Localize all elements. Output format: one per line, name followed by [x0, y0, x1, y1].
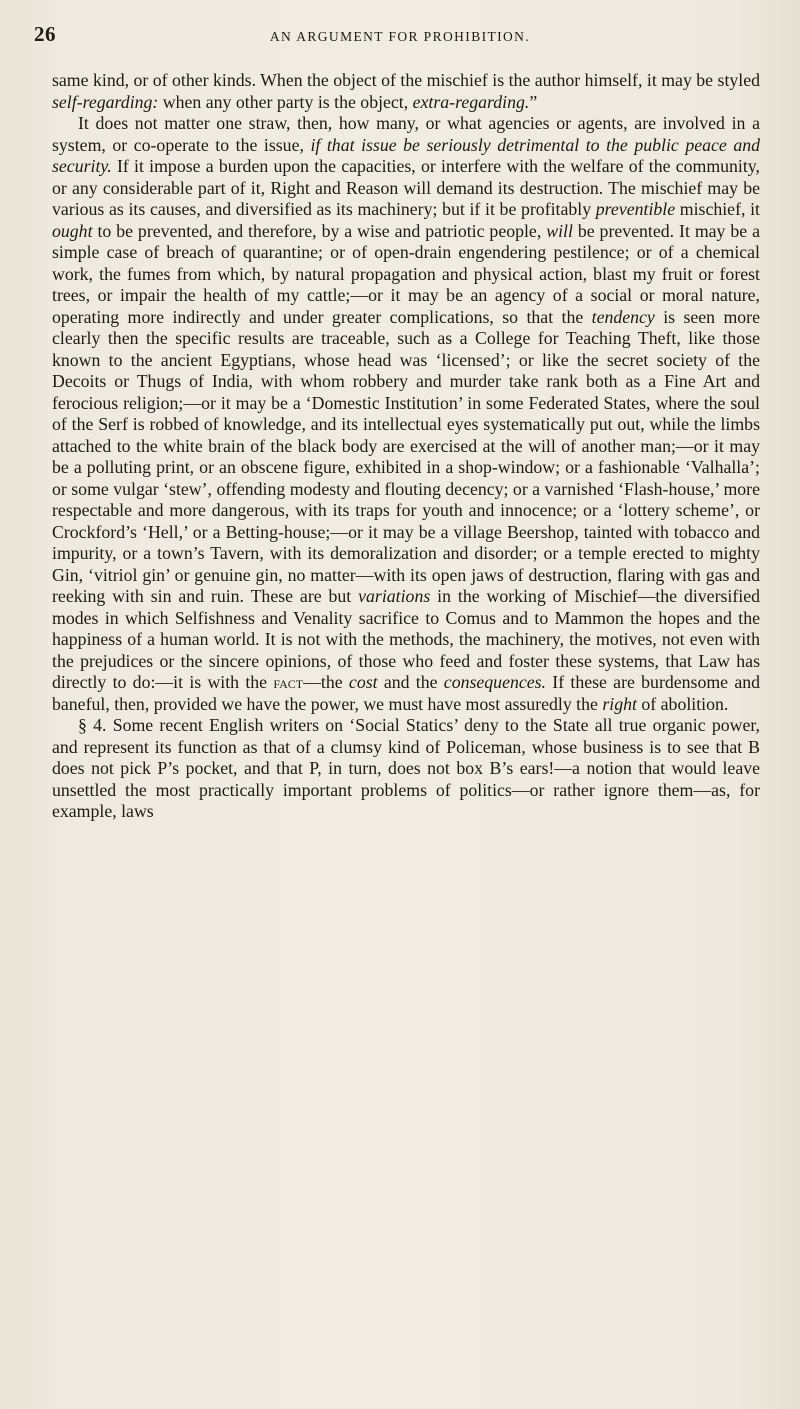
paragraph-mischief: It does not matter one straw, then, how many, or what agencies or agents, are involved in a system, or co-operate to the issue, if that issue be seriously detrimental to the public peace and security. If it impose a burden upon the capacities, or interfere with the welfare of the community, or any considerable part of it, Right and Reason will demand its destruction. The mischief may be various as its causes, and diversified as its machinery; but if it be profitably preventible mischief, it ought to be prevented, and therefore, by a wise and patriotic people, will be prevented. It may be a simple case of breach of quarantine; or of open-drain engendering pestilence; or of a chemical work, the fumes from which, by natural propagation and physical action, blast my fruit or forest trees, or impair the health of my cattle;—or it may be an agency of a social or moral nature, operating more indirectly and under greater complications, so that the tendency is seen more clearly then the specific results are traceable, such as a College for Teaching Theft, like those known to the ancient Egyptians, whose head was ‘licensed’; or like the secret society of the Decoits or Thugs of India, with whom robbery and murder take rank both as a Fine Art and ferocious religion;—or it may be a ‘Domestic Institution’ in some Federated States, where the soul of the Serf is robbed of knowledge, and its intellectual eyes systematically put out, while the limbs attached to the white brain of the black body are exercised at the will of another man;—or it may be a polluting print, or an obscene figure, exhibited in a shop-window; or a fashionable ‘Valhalla’; or some vulgar ‘stew’, offending modesty and flouting decency; or a varnished ‘Flash-house,’ more respectable and more dangerous, with its traps for youth and innocence; or a ‘lottery scheme’, or Crockford’s ‘Hell,’ or a Betting-house;—or it may be a village Beershop, tainted with tobacco and impurity, or a town’s Tavern, with its demoralization and disorder; or a temple erected to mighty Gin, ‘vitriol gin’ or genuine gin, no matter—with its open jaws of destruction, flaring with gas and reeking with sin and ruin. These are but variations in the working of Mischief—the diversified modes in which Selfishness and Venality sacrifice to Comus and to Mammon the hopes and the happiness of a human world. It is not with the methods, the machinery, the motives, not even with the prejudices or the sincere opinions, of those who feed and foster these systems, that Law has directly to do:—it is with the fact—the cost and the consequences. If these are burdensome and baneful, then, provided we have the power, we must have most assuredly the right of abolition. [52, 113, 761, 714]
running-title: AN ARGUMENT FOR PROHIBITION. [269, 29, 531, 44]
page-number: 26 [34, 22, 56, 46]
paragraph-section-4: § 4. Some recent English writers on ‘Social Statics’ deny to the State all true organic power, and represent its function as that of a clumsy kind of Policeman, whose business is to see that B does not pick P’s pocket, and that P, in turn, does not box B’s ears!—a notion that would leave unsettled the most practically important problems of politics—or rather ignore them—as, for example, laws [52, 715, 760, 821]
running-header [0, 22, 800, 52]
body-text [52, 70, 760, 823]
paragraph-continuation: same kind, or of other kinds. When the object of the mischief is the author himself, it may be styled self-regarding: when any other party is the object, extra-regarding.” [52, 70, 760, 112]
